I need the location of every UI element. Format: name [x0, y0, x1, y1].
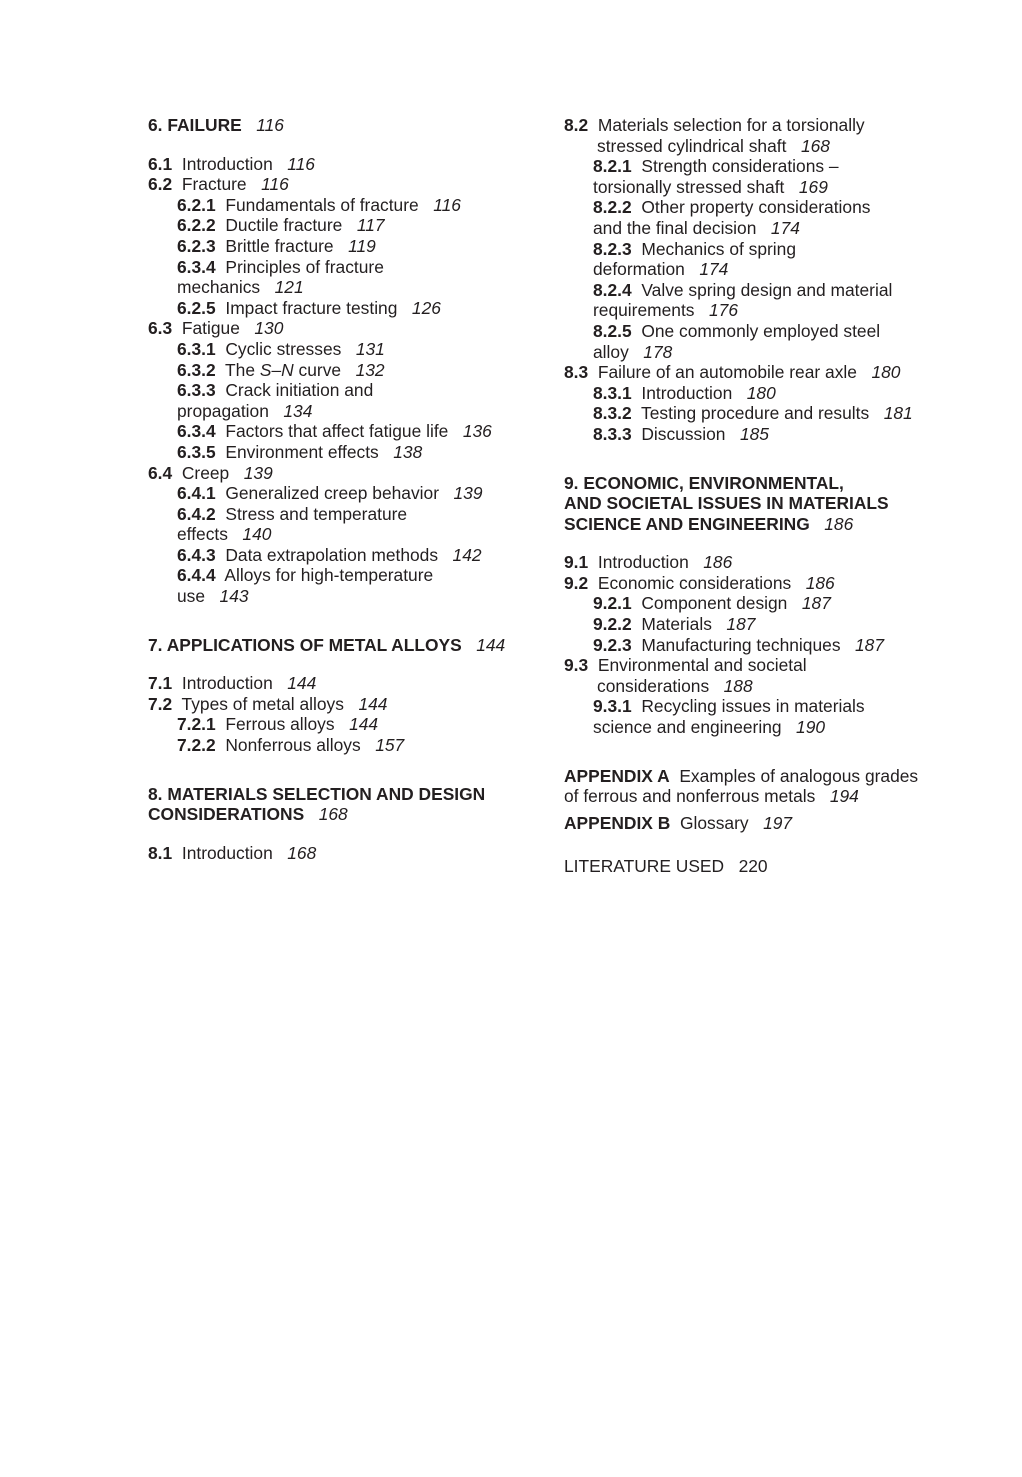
section-title: Factors that affect fatigue life [225, 421, 449, 442]
page-number: 140 [242, 524, 272, 545]
chapter-title: SCIENCE AND ENGINEERING [564, 513, 810, 534]
section-title: Data extrapolation methods [225, 544, 439, 565]
page-number: 139 [243, 462, 273, 483]
toc-entry [564, 239, 964, 260]
page-number: 157 [375, 735, 405, 756]
toc-entry [148, 843, 538, 864]
section-number: 7.1 [148, 673, 173, 694]
section-number: 9.3.1 [593, 696, 632, 717]
section-number: 7.2.1 [177, 714, 216, 735]
section-title-continued: use [177, 586, 206, 607]
page-number: 187 [855, 634, 885, 655]
chapter-heading-continuation [148, 804, 538, 825]
toc-entry-continuation [564, 676, 964, 697]
section-number: 9.2.1 [593, 593, 632, 614]
chapter-title: 6. FAILURE [148, 115, 242, 135]
appendix-label: APPENDIX B [564, 812, 671, 833]
page-number: 144 [358, 693, 388, 714]
section-title: Fundamentals of fracture [225, 194, 419, 215]
section-number: 6.1 [148, 153, 173, 174]
appendix-title: Examples of analogous grades [679, 765, 919, 786]
toc-right-column [564, 115, 964, 877]
section-title: Alloys for high-temperature [224, 565, 434, 586]
section-title-continued: and the final decision [593, 217, 757, 238]
toc-entry [148, 483, 538, 504]
toc-entry [148, 195, 538, 216]
toc-left-column [148, 115, 538, 863]
section-number: 9.2 [564, 572, 589, 593]
section-title: Materials selection for a torsionally [597, 115, 865, 135]
section-title: curve [298, 359, 342, 380]
page-number: 178 [643, 341, 673, 362]
section-title: Failure of an automobile rear axle [597, 362, 857, 383]
section-number: 8.2.3 [593, 238, 632, 259]
chapter-title: CONSIDERATIONS [148, 804, 305, 825]
section-number: 6.4 [148, 462, 173, 483]
section-title: Environment effects [225, 441, 379, 462]
page-number: 168 [287, 842, 317, 863]
page-number: 188 [723, 675, 753, 696]
section-title-continued: alloy [593, 341, 629, 362]
page-number: 139 [453, 483, 483, 504]
section-number: 7.2.2 [177, 735, 216, 756]
section-number: 8.2.2 [593, 197, 632, 218]
literature-title: LITERATURE USED [564, 856, 725, 877]
page-number: 181 [883, 403, 913, 424]
section-title: Introduction [181, 673, 273, 694]
section-number: 8.3.1 [593, 382, 632, 403]
chapter-title: AND SOCIETAL ISSUES IN MATERIALS [564, 493, 889, 514]
section-number: 9.3 [564, 655, 589, 676]
section-number: 6.3 [148, 318, 173, 339]
page-number: 117 [356, 215, 385, 236]
chapter-title: 8. MATERIALS SELECTION AND DESIGN [148, 783, 486, 804]
page-number: 116 [287, 153, 315, 174]
section-number: 6.2 [148, 174, 173, 195]
section-number: 8.3.3 [593, 423, 632, 444]
section-number: 6.4.2 [177, 503, 216, 524]
toc-entry [148, 154, 538, 175]
toc-entry [148, 694, 538, 715]
page-number: 130 [254, 318, 284, 339]
page-number: 187 [801, 593, 831, 614]
toc-entry [564, 156, 964, 177]
section-number: 6.3.3 [177, 380, 216, 401]
toc-entry-continuation [148, 586, 538, 607]
section-title: Environmental and societal [597, 655, 807, 676]
toc-entry [148, 421, 538, 442]
page-number: 144 [287, 673, 317, 694]
toc-entry [564, 424, 964, 445]
section-number: 6.2.1 [177, 194, 216, 215]
toc-entry [148, 360, 538, 381]
toc-entry [148, 236, 538, 257]
section-title-emphasis: S–N [259, 359, 294, 380]
chapter-heading-continuation [564, 514, 964, 535]
section-title-continued: effects [177, 524, 228, 545]
section-number: 6.2.2 [177, 215, 216, 236]
page-number: 197 [763, 812, 793, 833]
section-title: Component design [641, 593, 788, 614]
section-title: Types of metal alloys [181, 693, 344, 714]
page-number: 126 [411, 297, 441, 318]
literature-entry [564, 856, 964, 877]
page-number: 180 [871, 362, 901, 383]
section-title: Ferrous alloys [225, 714, 335, 735]
chapter-heading [148, 784, 538, 805]
toc-entry [564, 197, 964, 218]
toc-entry [148, 174, 538, 195]
toc-entry-continuation [564, 300, 964, 321]
appendix-entry [564, 813, 964, 834]
section-number: 8.2.4 [593, 279, 632, 300]
page-number: 187 [726, 614, 756, 635]
section-number: 8.2 [564, 115, 589, 135]
section-number: 6.3.2 [177, 359, 216, 380]
section-number: 9.2.3 [593, 634, 632, 655]
toc-entry [148, 545, 538, 566]
section-title-continued: mechanics [177, 277, 261, 298]
section-title: Brittle fracture [225, 235, 334, 256]
chapter-heading [148, 115, 538, 136]
appendix-label: APPENDIX A [564, 765, 670, 786]
section-number: 9.2.2 [593, 614, 632, 635]
toc-entry-continuation [564, 136, 964, 157]
section-title: Recycling issues in materials [641, 696, 865, 717]
section-title: Discussion [641, 423, 726, 444]
section-title: Generalized creep behavior [225, 483, 440, 504]
section-number: 7.2 [148, 693, 173, 714]
section-number: 8.3 [564, 362, 589, 383]
appendix-title: Glossary [679, 812, 749, 833]
toc-entry [564, 614, 964, 635]
toc-entry [564, 573, 964, 594]
page-number: 116 [433, 194, 461, 215]
section-number: 8.2.5 [593, 320, 632, 341]
section-title: Introduction [181, 153, 273, 174]
section-title-continued: science and engineering [593, 717, 782, 738]
section-number: 6.3.4 [177, 421, 216, 442]
page-number: 168 [318, 804, 348, 825]
toc-entry [564, 635, 964, 656]
section-title: Cyclic stresses [225, 338, 342, 359]
toc-entry [148, 339, 538, 360]
section-number: 8.1 [148, 842, 173, 863]
page-number: 180 [746, 382, 776, 403]
toc-entry [148, 442, 538, 463]
toc-entry [148, 298, 538, 319]
toc-entry [148, 463, 538, 484]
section-title: Introduction [641, 382, 733, 403]
chapter-title: 9. ECONOMIC, ENVIRONMENTAL, [564, 472, 844, 493]
section-title-continued: torsionally stressed shaft [593, 176, 785, 197]
section-number: 9.1 [564, 552, 589, 573]
section-title: Testing procedure and results [641, 403, 870, 424]
page-number: 174 [699, 259, 729, 280]
section-title: Fracture [181, 174, 247, 195]
toc-entry [564, 552, 964, 573]
toc-entry [564, 383, 964, 404]
toc-entry [148, 318, 538, 339]
section-title: Impact fracture testing [225, 297, 398, 318]
section-title: Introduction [597, 552, 689, 573]
toc-entry [148, 504, 538, 525]
section-title: Strength considerations – [641, 156, 839, 177]
appendix-entry-continuation [564, 786, 964, 807]
appendix-entry [564, 766, 964, 787]
section-title: Manufacturing techniques [641, 634, 841, 655]
toc-entry [564, 321, 964, 342]
toc-entry [564, 655, 964, 676]
section-title: Other property considerations [641, 197, 871, 218]
page-number: 131 [355, 338, 385, 359]
section-title-continued: deformation [593, 259, 685, 280]
section-title: Valve spring design and material [641, 279, 893, 300]
chapter-title: 7. APPLICATIONS OF METAL ALLOYS [148, 634, 462, 655]
chapter-heading-continuation [564, 493, 964, 514]
page-number: 136 [462, 421, 492, 442]
toc-entry [564, 696, 964, 717]
toc-entry-continuation [564, 342, 964, 363]
section-title-continued: considerations [597, 675, 710, 696]
toc-entry [564, 403, 964, 424]
toc-entry-continuation [148, 524, 538, 545]
page-number: 186 [824, 513, 854, 534]
toc-entry [148, 714, 538, 735]
toc-entry [564, 362, 964, 383]
page-number: 134 [283, 400, 313, 421]
appendix-title-continued: of ferrous and nonferrous metals [564, 786, 816, 807]
section-number: 6.2.5 [177, 297, 216, 318]
section-title-continued: stressed cylindrical shaft [597, 135, 787, 156]
section-number: 8.2.1 [593, 156, 632, 177]
toc-entry [564, 280, 964, 301]
section-title: Fatigue [181, 318, 240, 339]
toc-entry-continuation [564, 259, 964, 280]
toc-entry-continuation [564, 177, 964, 198]
toc-entry [148, 735, 538, 756]
section-number: 6.4.3 [177, 544, 216, 565]
page-number: 142 [452, 544, 482, 565]
toc-entry [148, 215, 538, 236]
toc-entry-continuation [148, 401, 538, 422]
page-number: 169 [798, 176, 828, 197]
page-number: 194 [829, 786, 859, 807]
page-number: 138 [393, 441, 423, 462]
section-title: Stress and temperature [225, 503, 408, 524]
section-title: Creep [181, 462, 230, 483]
section-title: Principles of fracture [225, 256, 384, 277]
page-number: 119 [348, 235, 376, 256]
section-number: 8.3.2 [593, 403, 632, 424]
toc-entry [148, 257, 538, 278]
toc-entry [148, 673, 538, 694]
section-title: One commonly employed steel [641, 320, 881, 341]
section-number: 6.3.1 [177, 338, 216, 359]
section-title: Nonferrous alloys [225, 735, 361, 756]
page-number: 185 [739, 423, 769, 444]
page-number: 132 [355, 359, 385, 380]
page-number: 121 [274, 277, 304, 298]
section-title: Ductile fracture [225, 215, 343, 236]
toc-entry [148, 565, 538, 586]
toc-entry [564, 115, 964, 136]
section-title: Mechanics of spring [641, 238, 797, 259]
toc-entry [564, 593, 964, 614]
section-title: The [225, 359, 256, 380]
toc-entry-continuation [148, 277, 538, 298]
section-title: Crack initiation and [225, 380, 374, 401]
section-number: 6.4.4 [177, 565, 216, 586]
section-number: 6.2.3 [177, 235, 216, 256]
toc-entry-continuation [564, 218, 964, 239]
section-number: 6.3.4 [177, 256, 216, 277]
page-number: 186 [703, 552, 733, 573]
page-number: 116 [256, 115, 284, 135]
page-number: 176 [709, 300, 739, 321]
page-number: 186 [805, 572, 835, 593]
section-title-continued: requirements [593, 300, 695, 321]
page-number: 144 [476, 634, 506, 655]
chapter-heading [564, 473, 964, 494]
section-title-continued: propagation [177, 400, 269, 421]
toc-entry-continuation [564, 717, 964, 738]
page-number: 143 [219, 586, 249, 607]
section-title: Materials [641, 614, 712, 635]
section-number: 6.3.5 [177, 441, 216, 462]
toc-entry [148, 380, 538, 401]
section-title: Economic considerations [597, 572, 792, 593]
page-number: 174 [770, 217, 800, 238]
page-number: 190 [796, 717, 826, 738]
page-number: 220 [738, 856, 768, 877]
chapter-heading [148, 635, 538, 656]
page-number: 144 [349, 714, 379, 735]
section-number: 6.4.1 [177, 483, 216, 504]
page-number: 116 [261, 174, 289, 195]
page-number: 168 [800, 135, 830, 156]
section-title: Introduction [181, 842, 273, 863]
